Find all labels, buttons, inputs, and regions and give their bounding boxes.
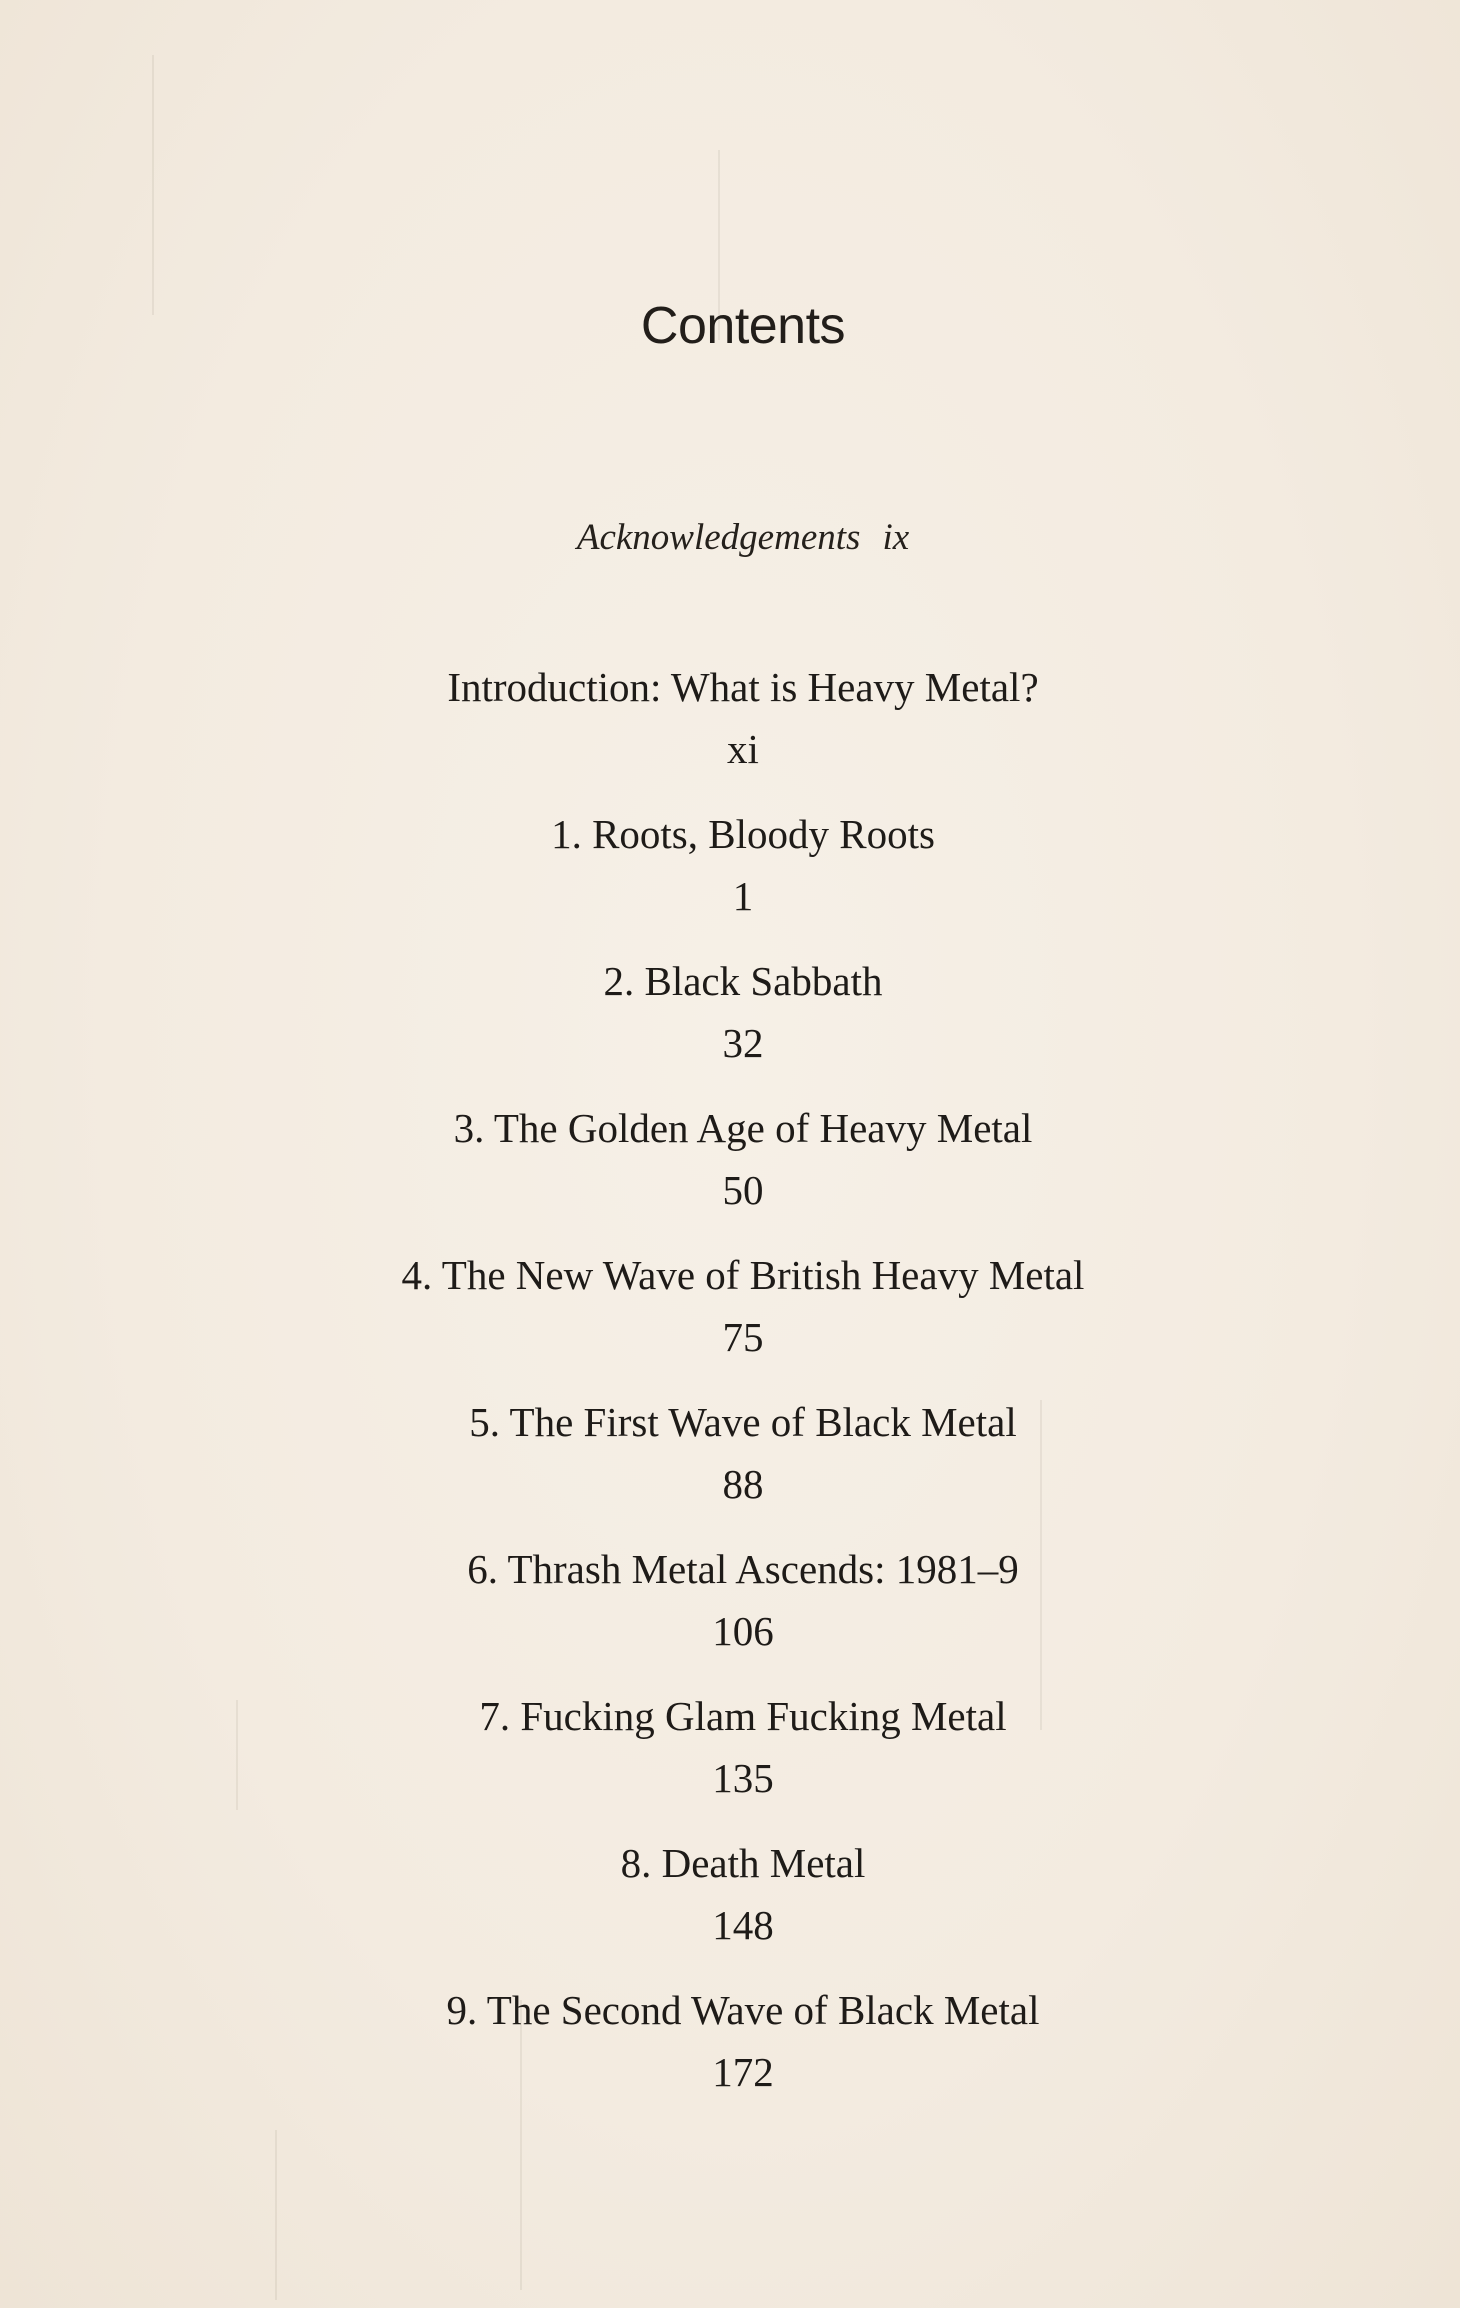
toc-entry-page: xi: [727, 726, 759, 772]
toc-entry-title: 5. The First Wave of Black Metal: [469, 1399, 1017, 1445]
toc-entry-title: 8. Death Metal: [620, 1840, 866, 1886]
show-through-mark: [152, 55, 154, 315]
toc-entry-chapter-9[interactable]: [0, 1987, 1460, 2112]
toc-entry-chapter-2[interactable]: [0, 958, 1460, 1083]
acknowledgements-label: Acknowledgements: [576, 517, 861, 558]
toc-entry-page: 50: [722, 1167, 764, 1213]
toc-entry-page: 32: [722, 1020, 764, 1066]
toc-entry-introduction[interactable]: [0, 664, 1460, 789]
toc-entry-chapter-8[interactable]: [0, 1840, 1460, 1965]
toc-entry-title: Introduction: What is Heavy Metal?: [447, 664, 1039, 710]
toc-entry-title: 7. Fucking Glam Fucking Metal: [479, 1693, 1007, 1739]
toc-entry-title: 2. Black Sabbath: [603, 958, 883, 1004]
toc-entry-title: 3. The Golden Age of Heavy Metal: [453, 1105, 1033, 1151]
toc-entry-chapter-5[interactable]: [0, 1399, 1460, 1524]
toc-entry-title: 4. The New Wave of British Heavy Metal: [401, 1252, 1085, 1298]
toc-entry-page: 88: [722, 1461, 764, 1507]
toc-entry-chapter-3[interactable]: [0, 1105, 1460, 1230]
toc-entry-chapter-6[interactable]: [0, 1546, 1460, 1671]
toc-entry-chapter-7[interactable]: [0, 1693, 1460, 1818]
toc-entry-title: 6. Thrash Metal Ascends: 1981–9: [467, 1546, 1019, 1592]
acknowledgements-page: ix: [882, 517, 910, 558]
toc-entry-chapter-1[interactable]: [0, 811, 1460, 936]
toc-entry-page: 148: [712, 1902, 774, 1948]
toc-entry-chapter-4[interactable]: [0, 1252, 1460, 1377]
toc-entry-title: 9. The Second Wave of Black Metal: [446, 1987, 1040, 2033]
toc-entry-page: 106: [712, 1608, 774, 1654]
toc-entry-page: 1: [732, 873, 754, 919]
toc-entry-page: 135: [712, 1755, 774, 1801]
show-through-mark: [275, 2130, 277, 2300]
acknowledgements-entry[interactable]: [0, 516, 1460, 559]
page-title: Contents: [640, 297, 846, 355]
toc-entry-page: 172: [712, 2049, 774, 2095]
toc-entry-title: 1. Roots, Bloody Roots: [551, 811, 935, 857]
toc-entry-page: 75: [722, 1314, 764, 1360]
